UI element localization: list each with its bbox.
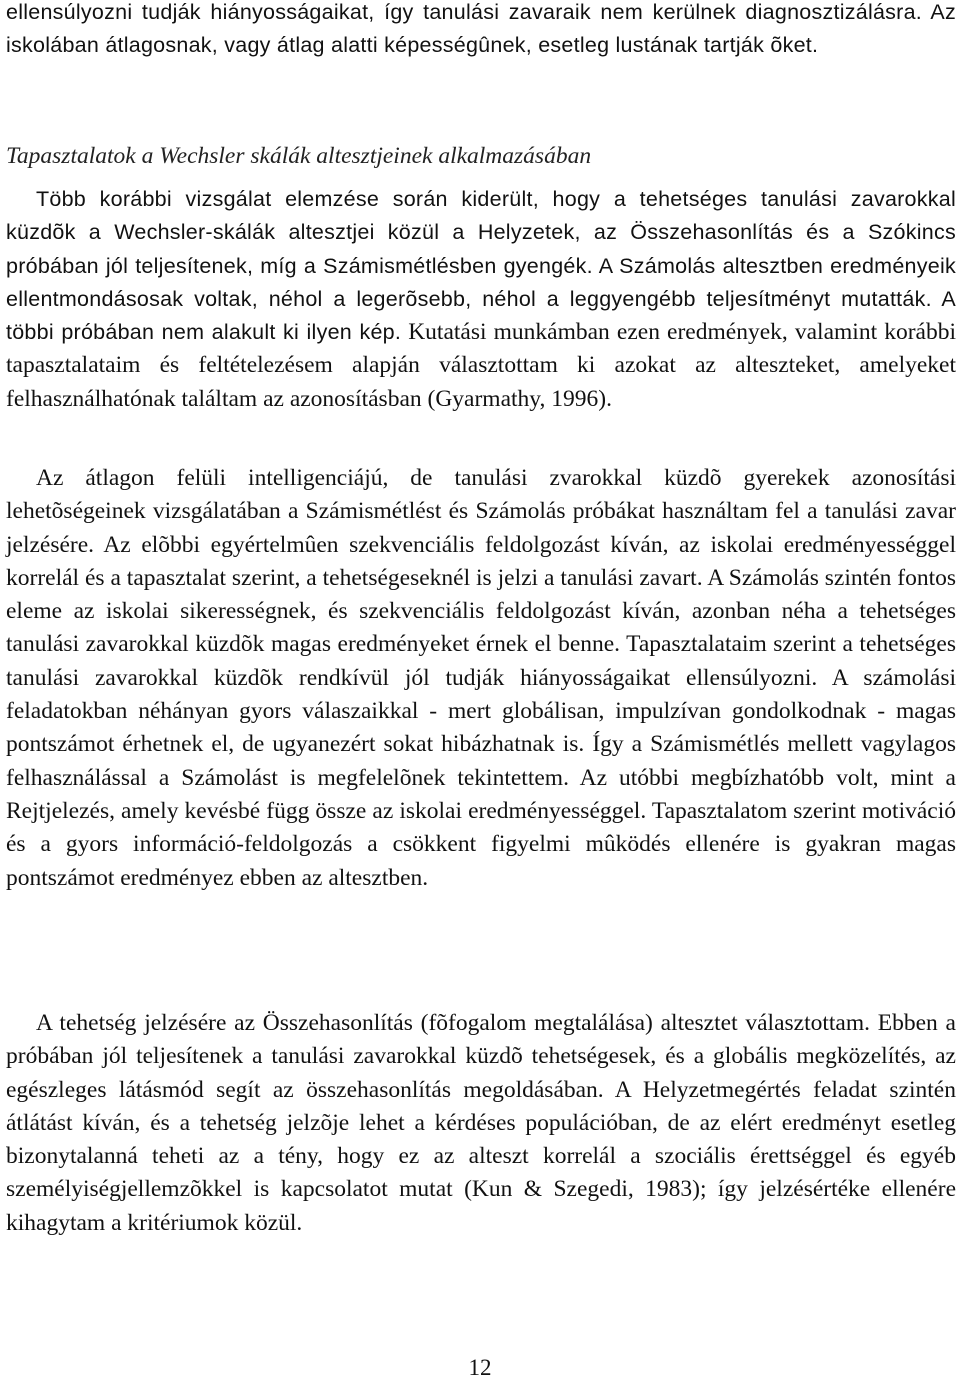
body-paragraph-wechsler-serif: Kutatási munkámban ezen eredmények, valamint korábbi tapasztalataim és feltételezésem alapján választottam ki azokat az alteszteket, amelyeket felhasználhatónak találtam az azonosításban (Gyarmathy, 1996). xyxy=(6,319,956,412)
body-paragraph-wechsler-sans: Több korábbi vizsgálat elemzése során kiderült, hogy a tehetséges tanulási zavarokkal küzdõk a Wechsler-skálák altesztjei közül a Helyzetek, az Összehasonlítás és a Szókincs próbában jól teljesítenek, míg a Számismétlésben gyengék. A Számolás altesztben eredményeik ellentmondásosak voltak, néhol a legerõsebb, néhol a leggyengébb teljesítményt mutatták. A többi próbában nem alakult ki ilyen kép. xyxy=(6,187,956,345)
section-heading: Tapasztalatok a Wechsler skálák altesztjeinek alkalmazásában xyxy=(6,143,592,169)
intro-paragraph: ellensúlyozni tudják hiányosságaikat, így tanulási zavaraik nem kerülnek diagnosztizálásra. Az iskolában átlagosnak, vagy átlag alatti képességûnek, esetleg lustának tartják õket. xyxy=(6,0,956,58)
body-paragraph-osszehasonlitas: A tehetség jelzésére az Összehasonlítás (fõfogalom megtalálása) altesztet választottam. Ebben a próbában jól teljesítenek a tanulási zavarokkal küzdõ tehetségesek, és a globális megközelítés, az egészleges látásmód segít az összehasonlítás megoldásában. A Helyzetmegértés feladat szintén átlátást kíván, és a tehetség jelzõje lehet a kérdéses populációban, de az elért eredményt esetleg bizonytalanná teheti az a tény, hogy ez az alteszt korrelál a szociális érettséggel és egyéb személyiségjellemzõkkel is kapcsolatot mutat (Kun & Szegedi, 1983); így jelzésértéke ellenére kihagytam a kritériumok közül. xyxy=(6,1010,956,1236)
page-number: 12 xyxy=(468,1355,492,1380)
body-paragraph-szamismetles: Az átlagon felüli intelligenciájú, de tanulási zvarokkal küzdõ gyerekek azonosítási lehetõségeinek vizsgálatában a Számismétlést és Számolás próbákat használtam fel a tanulási zavar jelzésére. Az elõbbi egyértelmûen szekvenciális feldolgozást kíván, az iskolai eredményességgel korrelál és a tapasztalat szerint, a tehetségeseknél is jelzi a tanulási zavart. A Számolás szintén fontos eleme az iskolai sikerességnek, és szekvenciális feldolgozást kíván, azonban néha a tehetséges tanulási zavarokkal küzdõk magas eredményeket érnek el benne. Tapasztalataim szerint a tehetséges tanulási zavarokkal küzdõk rendkívül jól tudják hiányosságaikat ellensúlyozni. A számolási feladatokban néhányan gyors válaszaikkal - mert globálisan, impulzívan gondolkodnak - magas pontszámot érhetnek el, de ugyanezért sokat hibázhatnak is. Így a Számismétlés mellett vagylagos felhasználással a Számolást is megfelelõnek tekintettem. Az utóbbi megbízhatóbb volt, mint a Rejtjelezés, amely kevésbé függ össze az iskolai eredményességgel. Tapasztalatom szerint motiváció és a gyors információ-feldolgozás a csökkent figyelmi mûködés ellenére is gyakran magas pontszámot eredményez ebben az altesztben. xyxy=(6,465,956,891)
body-paragraph-wechsler xyxy=(6,183,956,416)
